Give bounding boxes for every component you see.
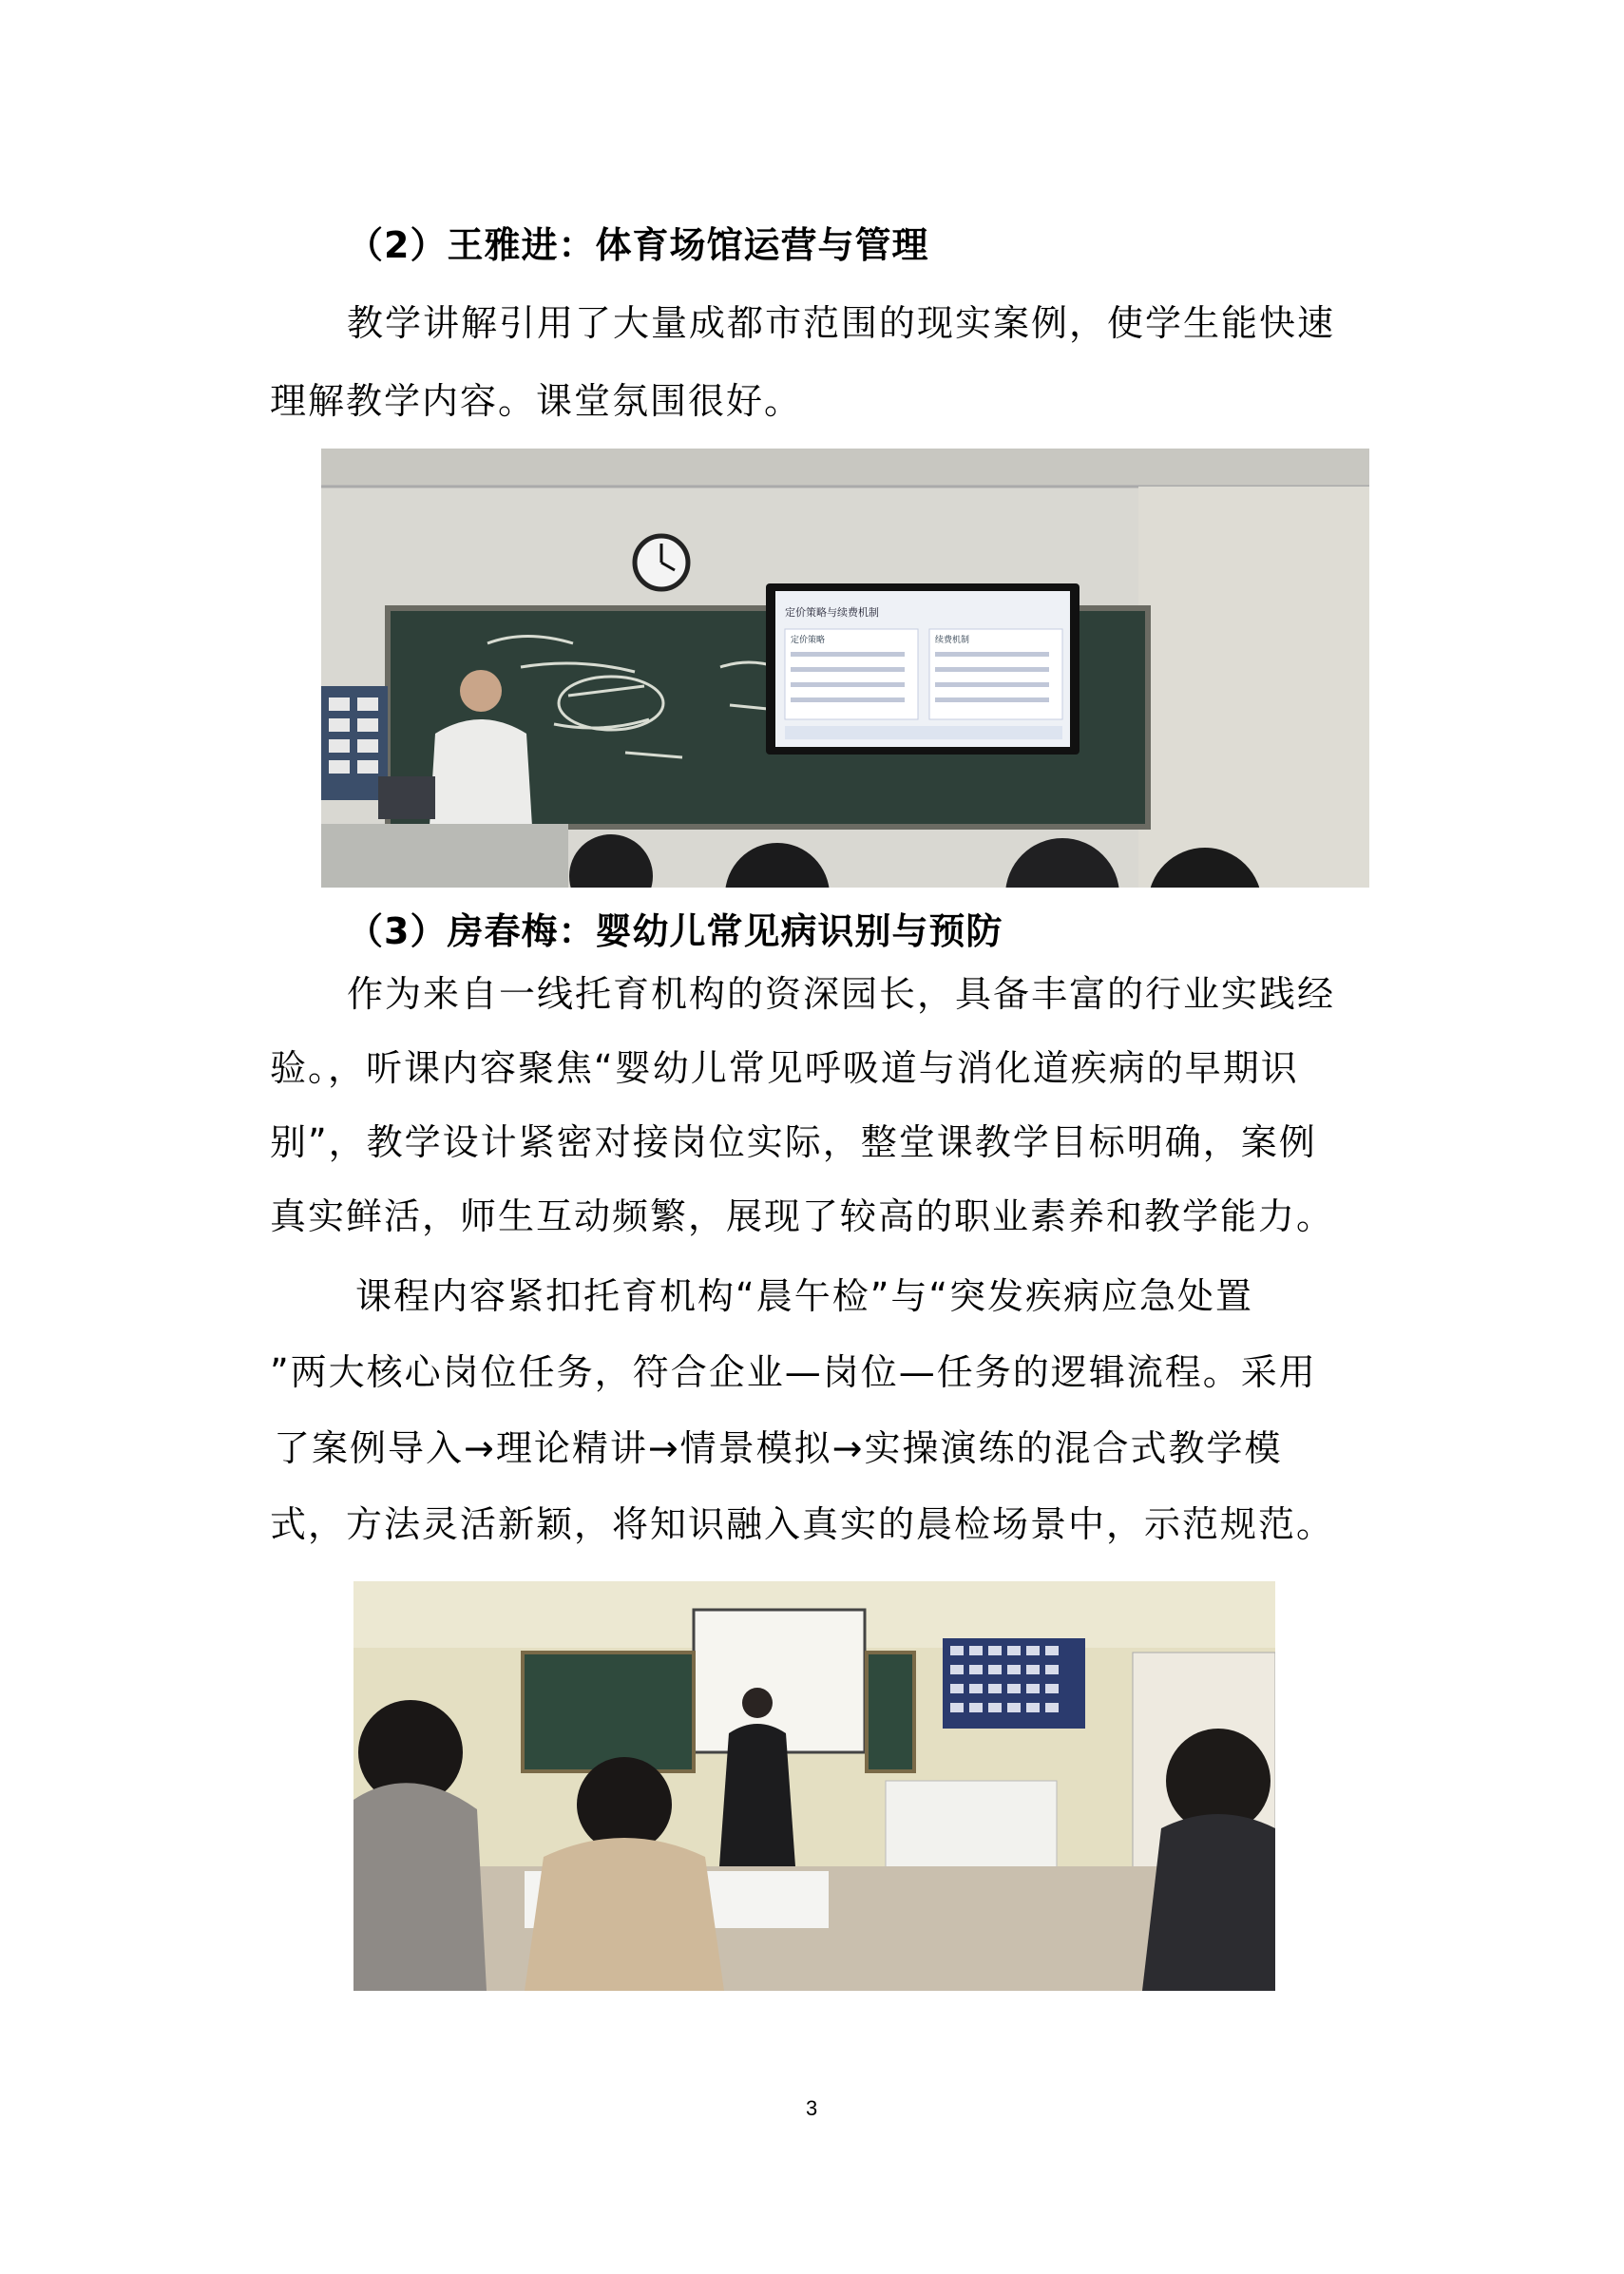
section-3-para1-line-1: 作为来自一线托育机构的资深园长，具备丰富的行业实践经 xyxy=(347,973,1336,1015)
section-3-para1-line-2: 验。，听课内容聚焦“婴幼儿常见呼吸道与消化道疾病的早期识 xyxy=(270,1047,1299,1089)
section-3-para1-line-3: 别”，教学设计紧密对接岗位实际，整堂课教学目标明确，案例 xyxy=(270,1121,1317,1163)
section-3-heading: （3）房春梅：婴幼儿常见病识别与预防 xyxy=(347,910,1003,952)
section-3-para2-line-4: 式，方法灵活新颖，将知识融入真实的晨检场景中，示范规范。 xyxy=(270,1503,1335,1545)
section-3-para2-line-3: 了案例导入→理论精讲→情景模拟→实操演练的混合式教学模 xyxy=(274,1427,1283,1469)
classroom-photo-2 xyxy=(353,1581,1275,1991)
screen-box-right-title: 续费机制 xyxy=(935,636,970,645)
section-3-para1-line-4: 真实鲜活，师生互动频繁，展现了较高的职业素养和教学能力。 xyxy=(270,1195,1335,1237)
page-number: 3 xyxy=(806,2096,818,2120)
screen-title: 定价策略与续费机制 xyxy=(785,606,879,619)
section-2-line-1: 教学讲解引用了大量成都市范围的现实案例，使学生能快速 xyxy=(347,302,1336,344)
screen-box-left-title: 定价策略 xyxy=(791,636,826,645)
section-3-para2-line-1: 课程内容紧扣托育机构“晨午检”与“突发疾病应急处置 xyxy=(355,1275,1254,1317)
classroom-photo-1 xyxy=(321,449,1369,888)
section-3-para2-line-2: ”两大核心岗位任务，符合企业—岗位—任务的逻辑流程。采用 xyxy=(270,1351,1317,1393)
section-2-heading: （2）王雅进：体育场馆运营与管理 xyxy=(347,224,929,266)
section-2-line-2: 理解教学内容。课堂氛围很好。 xyxy=(270,380,803,422)
